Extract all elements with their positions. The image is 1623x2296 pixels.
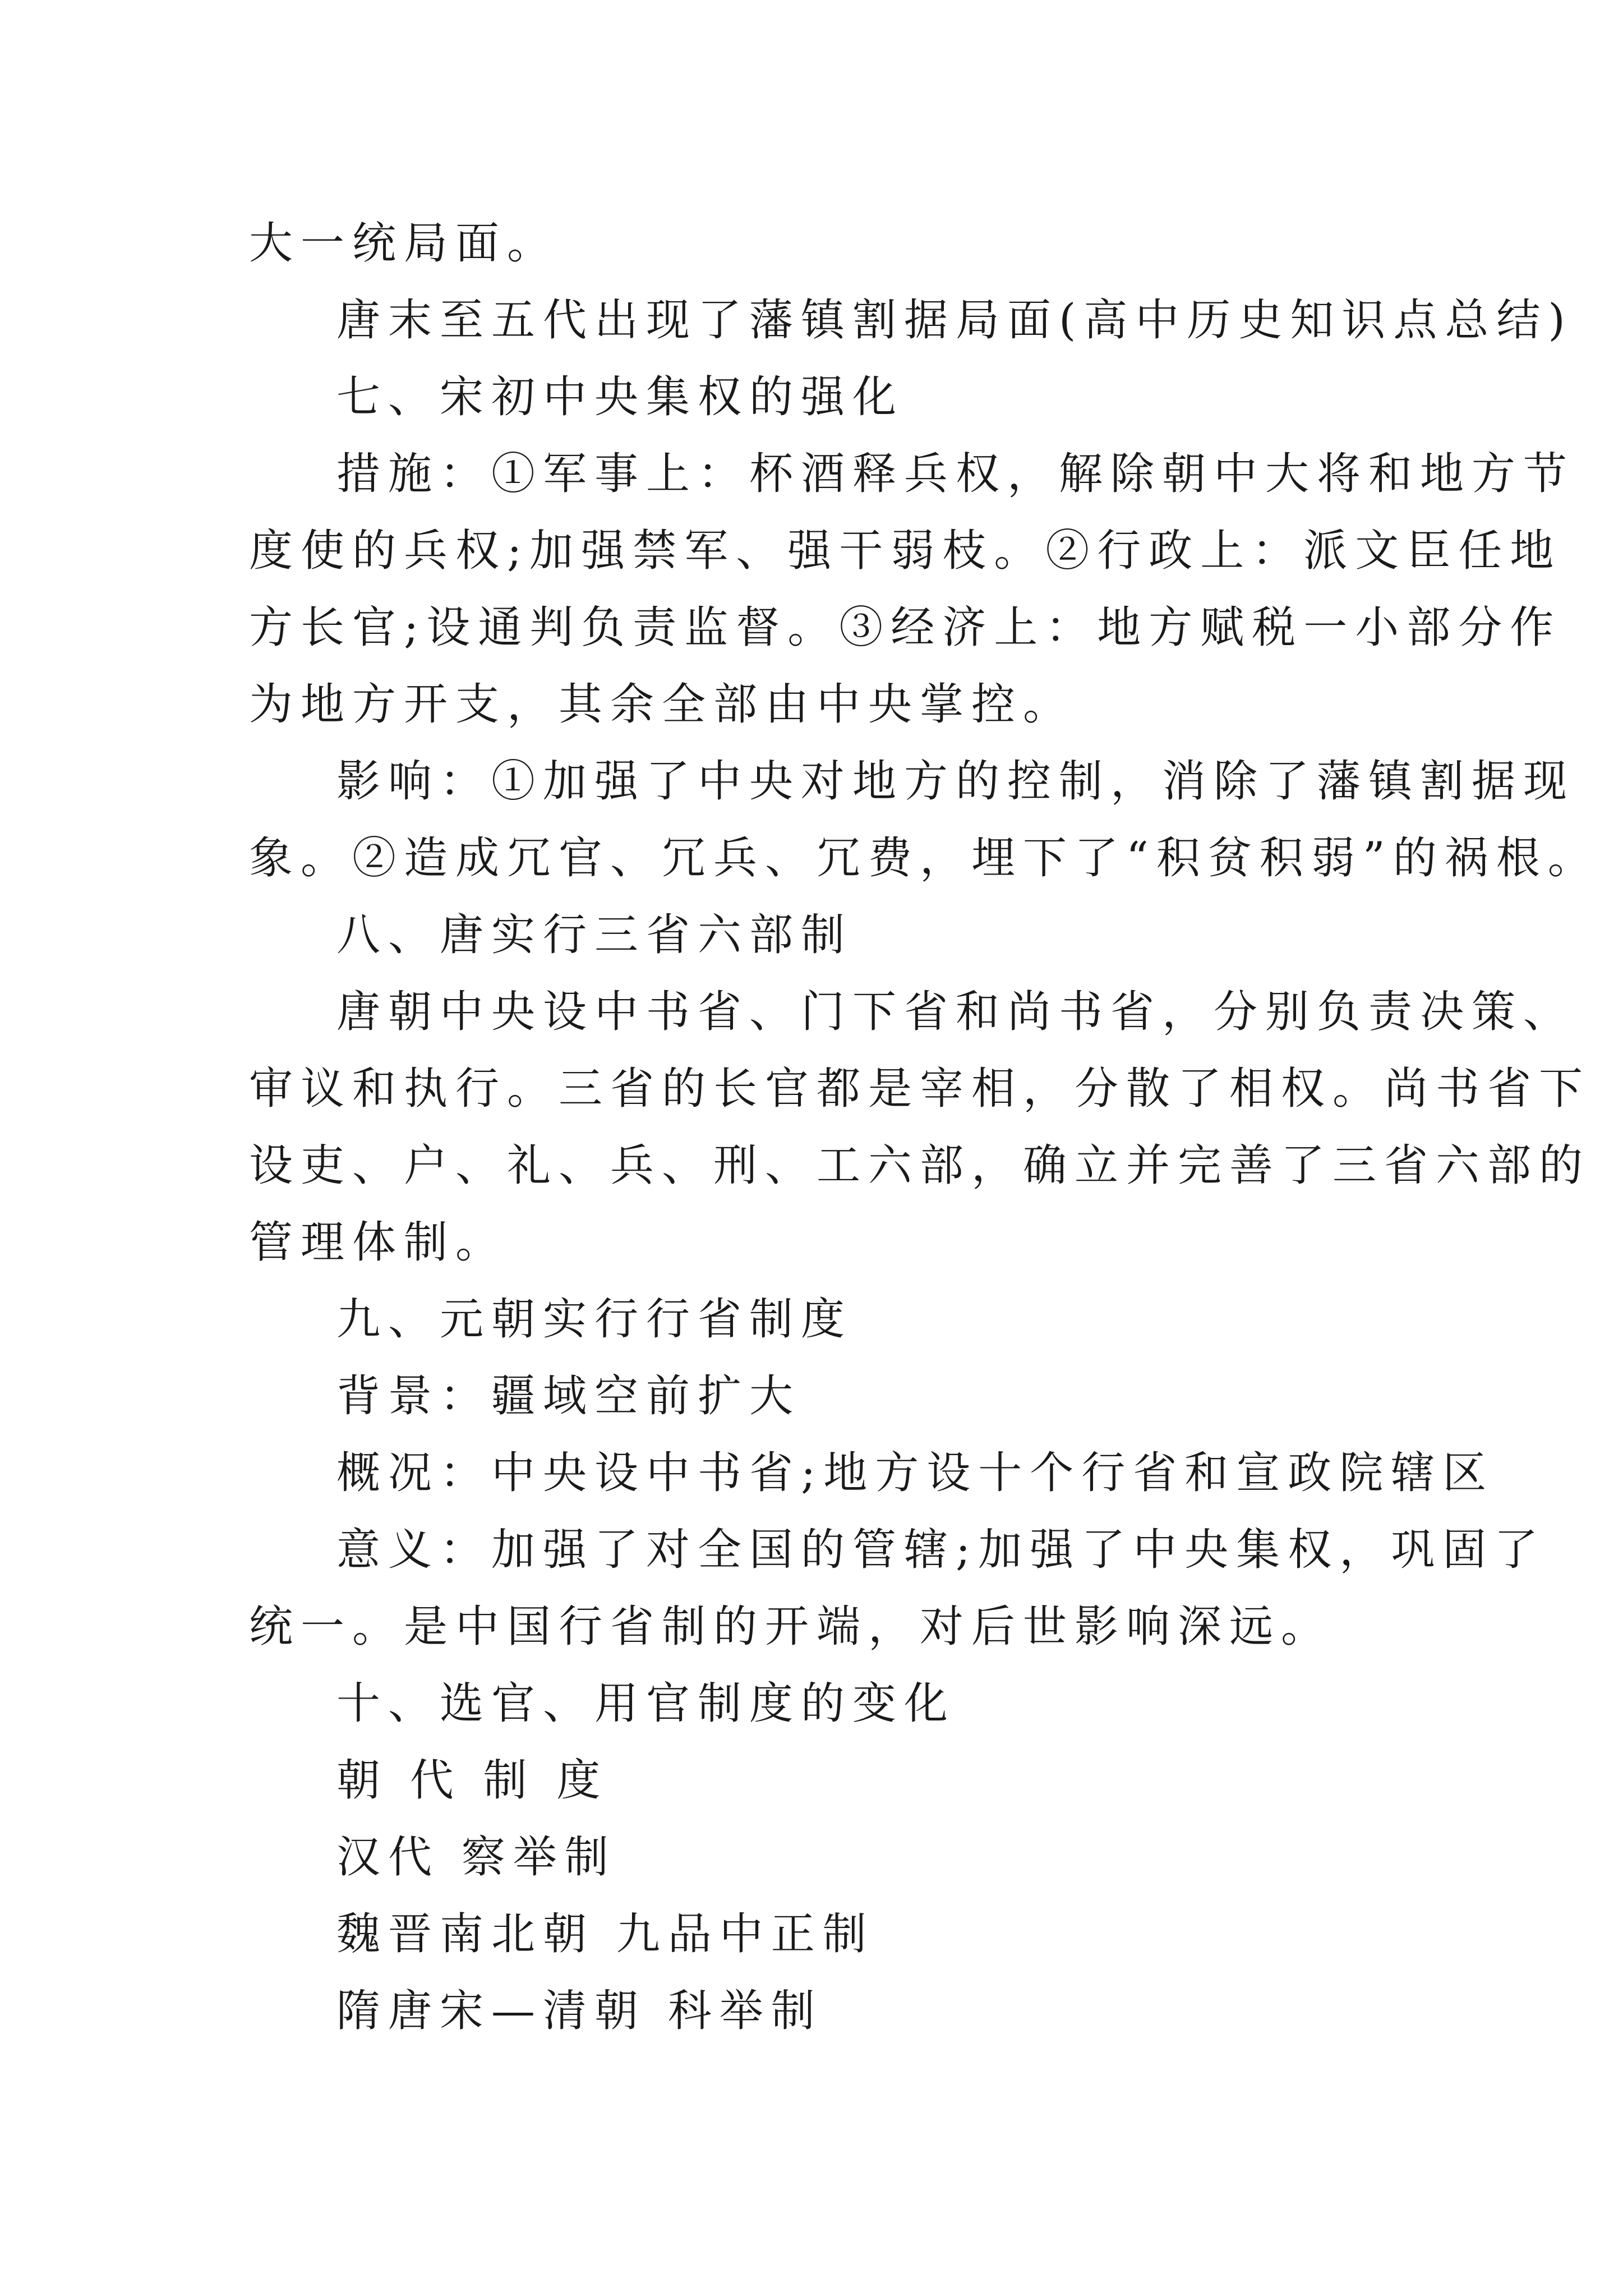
table-row: 隋唐宋—清朝 科举制 [336, 1986, 823, 2036]
section-heading: 十、选官、用官制度的变化 [336, 1678, 956, 1729]
text-line: 度使的兵权;加强禁军、强干弱枝。②行政上：派文臣任地 [249, 526, 1562, 576]
body-text [249, 205, 1599, 2050]
table-header-row: 朝 代 制 度 [336, 1755, 608, 1806]
text-line: 为地方开支，其余全部由中央掌控。 [249, 679, 1075, 730]
text-line: 意义：加强了对全国的管辖;加强了中央集权，巩固了 [336, 1525, 1546, 1575]
text-line: 审议和执行。三省的长官都是宰相，分散了相权。尚书省下 [249, 1064, 1591, 1114]
text-line: 管理体制。 [249, 1217, 508, 1268]
text-line: 唐末至五代出现了藩镇割据局面(高中历史知识点总结) [336, 295, 1573, 346]
text-line: 统一。是中国行省制的开端，对后世影响深远。 [249, 1602, 1333, 1652]
section-heading: 九、元朝实行行省制度 [336, 1294, 853, 1345]
section-heading: 八、唐实行三省六部制 [336, 910, 853, 960]
text-line: 概况：中央设中书省;地方设十个行省和宣政院辖区 [336, 1448, 1495, 1498]
table-row: 汉代 察举制 [336, 1832, 616, 1883]
text-line: 背景：疆域空前扩大 [336, 1371, 801, 1421]
text-line: 措施：①军事上：杯酒释兵权，解除朝中大将和地方节 [336, 449, 1575, 499]
text-line: 影响：①加强了中央对地方的控制，消除了藩镇割据现 [336, 756, 1575, 807]
text-line: 唐朝中央设中书省、门下省和尚书省，分别负责决策、 [336, 987, 1575, 1037]
text-line: 大一统局面。 [249, 218, 559, 269]
text-line: 设吏、户、礼、兵、刑、工六部，确立并完善了三省六部的 [249, 1140, 1591, 1191]
text-line: 方长官;设通判负责监督。③经济上：地方赋税一小部分作 [249, 602, 1562, 653]
text-line: 象。②造成冗官、冗兵、冗费，埋下了“积贫积弱”的祸根。 [249, 833, 1599, 884]
table-row: 魏晋南北朝 九品中正制 [336, 1909, 874, 1959]
section-heading: 七、宋初中央集权的强化 [336, 372, 905, 422]
